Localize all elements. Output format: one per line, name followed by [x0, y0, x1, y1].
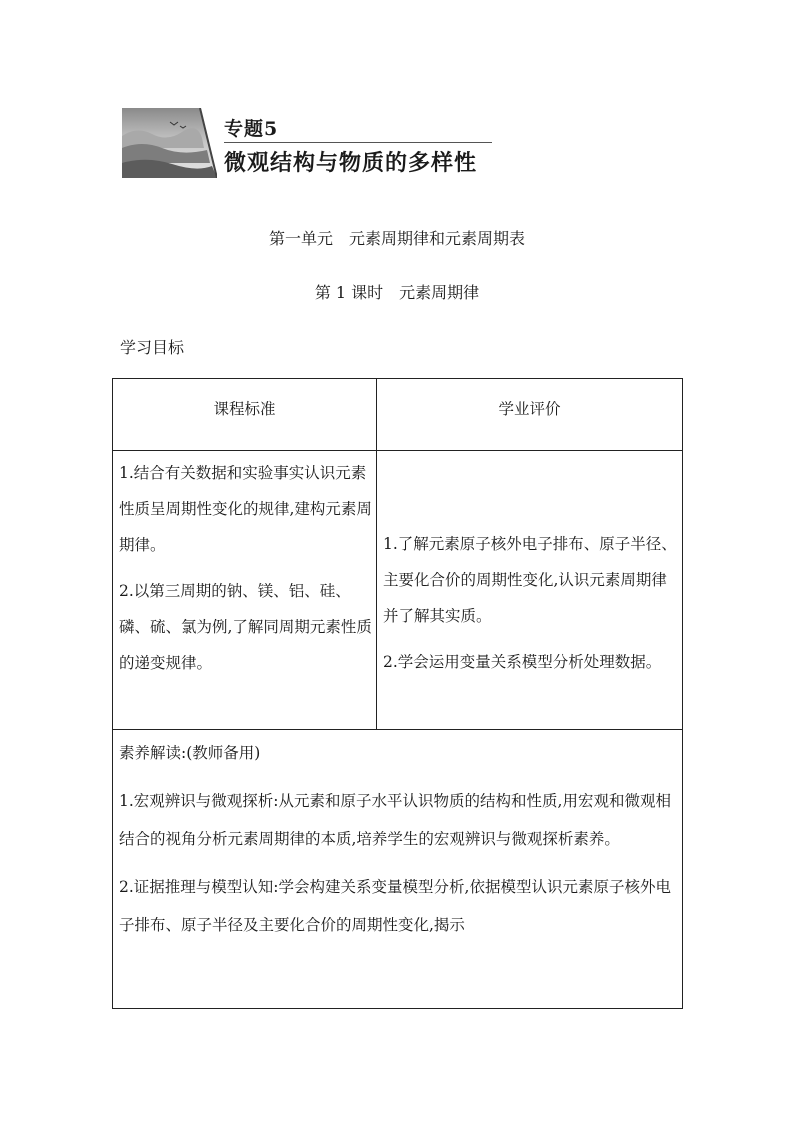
learning-goals-heading: 学习目标: [120, 338, 185, 357]
standard-item-2: 2.以第三周期的钠、镁、铝、硅、磷、硫、氯为例,了解同周期元素性质的递变规律。: [119, 582, 372, 672]
table-row: [113, 730, 683, 1009]
column-header-evaluation: 学业评价: [377, 379, 683, 451]
topic-number: 专题5: [224, 118, 279, 140]
topic-banner: [122, 108, 494, 178]
landscape-banner-image: [122, 108, 217, 178]
literacy-cell: [113, 730, 683, 1009]
standard-item-1: 1.结合有关数据和实验事实认识元素性质呈周期性变化的规律,建构元素周期律。: [119, 464, 372, 554]
lesson-title: 第 1 课时 元素周期律: [314, 283, 480, 302]
learning-goals-table: [112, 378, 683, 1009]
column-header-standards: 课程标准: [113, 379, 377, 451]
title-divider: [224, 142, 492, 143]
evaluation-item-1: 1.了解元素原子核外电子排布、原子半径、主要化合价的周期性变化,认识元素周期律并了解其实质。: [383, 535, 677, 625]
standards-cell: [113, 451, 377, 730]
table-row: [113, 451, 683, 730]
evaluation-cell: [377, 451, 683, 730]
literacy-label: 素养解读:(教师备用): [119, 744, 261, 762]
literacy-item-2: 2.证据推理与模型认知:学会构建关系变量模型分析,依据模型认识元素原子核外电子排布、原子半径及主要化合价的周期性变化,揭示: [119, 878, 671, 934]
unit-title: 第一单元 元素周期律和元素周期表: [268, 229, 525, 248]
evaluation-item-2: 2.学会运用变量关系模型分析处理数据。: [383, 653, 662, 671]
topic-title: 微观结构与物质的多样性: [224, 150, 478, 176]
table-header-row: [113, 379, 683, 451]
literacy-item-1: 1.宏观辨识与微观探析:从元素和原子水平认识物质的结构和性质,用宏观和微观相结合的视角分析元素周期律的本质,培养学生的宏观辨识与微观探析素养。: [119, 792, 671, 848]
